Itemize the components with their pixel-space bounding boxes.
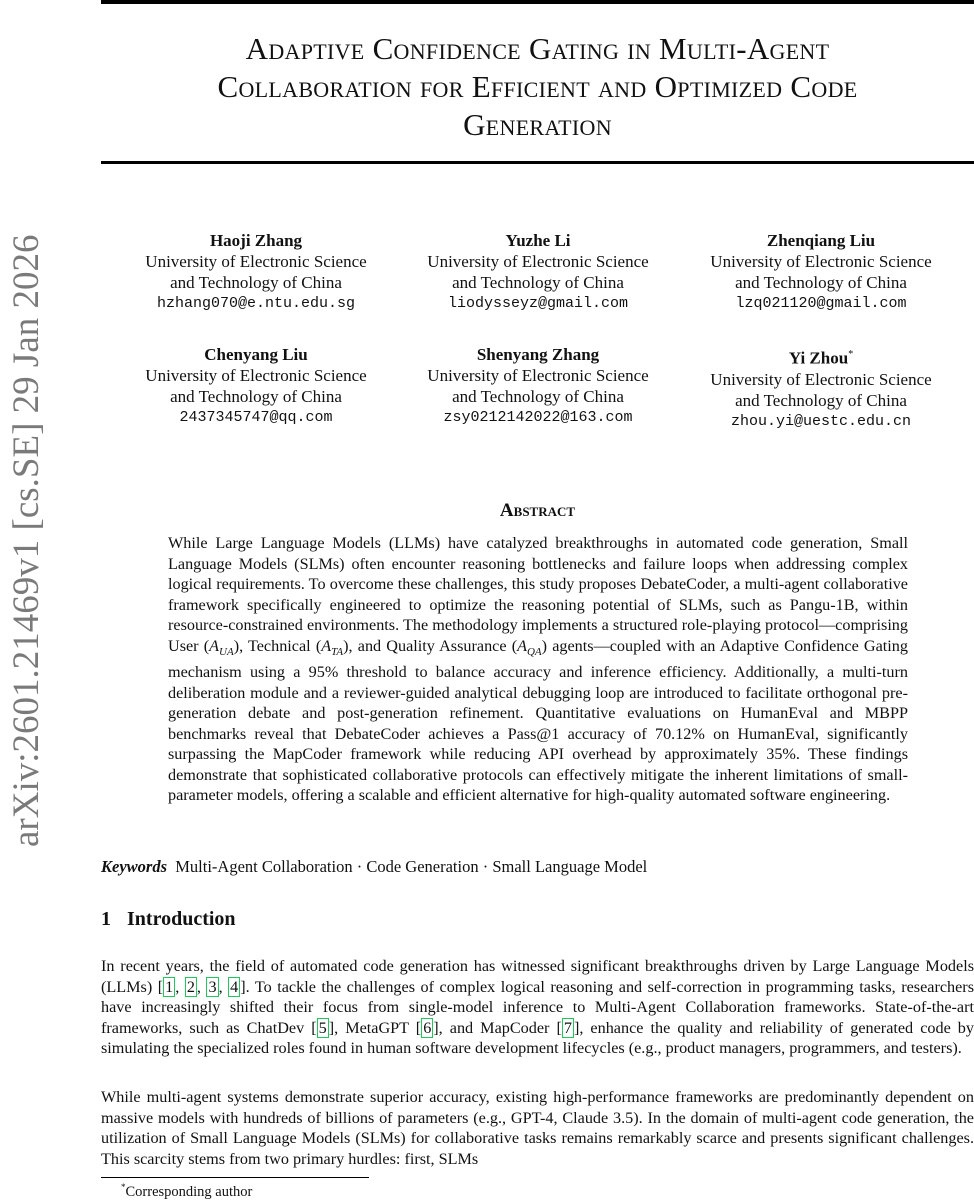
author-block (403, 230, 673, 314)
author-email[interactable]: zhou.yi@uestc.edu.cn (730, 412, 912, 430)
intro-paragraph-2: While multi-agent systems demonstrate superior accuracy, existing high-performance frameworks are predominantly dependent on massive models with hundreds of billions of parameters (e.g., GPT-4, Claude 3.5). In the domain of multi-agent code generation, the utilization of Small Language Models (SLMs) for collaborative tasks remains remarkably scarce and presents significant challenges. This scarcity stems from two primary hurdles: first, SLMs (101, 1088, 974, 1168)
section-title: Introduction (127, 908, 236, 930)
citation-link[interactable]: 6 (423, 1018, 432, 1037)
title-line-1: Adaptive Confidence Gating in Multi-Agent (245, 31, 830, 66)
author-name: Haoji Zhang (209, 231, 303, 250)
footnote-text: Corresponding author (125, 1183, 253, 1200)
title-top-rule (101, 0, 974, 4)
agent-subscript: UA (219, 645, 234, 658)
paper-title (101, 30, 974, 144)
footnote (121, 1182, 252, 1201)
corresponding-author-mark[interactable]: * (848, 349, 854, 360)
author-affiliation: University of Electronic Science (145, 366, 367, 385)
author-affiliation: University of Electronic Science (427, 252, 649, 271)
author-email[interactable]: 2437345747@qq.com (179, 409, 333, 426)
author-block (121, 344, 391, 428)
author-affiliation: and Technology of China (735, 273, 907, 292)
paragraph-text: In recent years, the field of automated code generation has witnessed significant breakthroughs driven by Large Language Models (LLMs) [ (101, 957, 974, 996)
author-name: Zhenqiang Liu (766, 231, 876, 250)
keywords-label: Keywords (101, 857, 167, 876)
abstract-text: While Large Language Models (LLMs) have catalyzed breakthroughs in automated code generation, Small Language Models (SLMs) often encounter reasoning bottlenecks and failure loops when addressing complex logical requirements. To overcome these challenges, this study proposes DebateCoder, a multi-agent collaborative framework specifically engineered to optimize the reasoning potential of SLMs, such as Pangu-1B, within resource-constrained environments. The methodology implements a structured role-playing protocol—comprising User ( (168, 534, 908, 655)
abstract-body: While Large Language Models (LLMs) have catalyzed breakthroughs in automated code generation, Small Language Models (SLMs) often encounter reasoning bottlenecks and failure loops when addressing complex logical requirements. To overcome these challenges, this study proposes DebateCoder, a multi-agent collaborative framework specifically engineered to optimize the reasoning potential of SLMs, such as Pangu-1B, within resource-constrained environments. The methodology implements a structured role-playing protocol—comprising User $(A_{UA})$, Technical $(A_{TA})$, and Quality Assurance $(A_{QA})$ agents—coupled with an Adaptive Confidence Gating mechanism using a 95% threshold to balance accuracy and inference efficiency. Additionally, a multi-turn deliberation module and a reviewer-guided analytical debugging loop are introduced to facilitate orthogonal pre-generation debate and post-generation refinement. Quantitative evaluations on HumanEval and MBPP benchmarks reveal that DebateCoder achieves a Pass@1 accuracy of 70.12% on HumanEval, significantly surpassing the MapCoder framework while reducing API overhead by approximately 35%. These findings demonstrate that sophisticated collaborative protocols can effectively mitigate the inherent limitations of small-parameter models, offering a scalable and efficient alternative for high-quality automated software engineering. (168, 534, 908, 805)
author-affiliation: and Technology of China (452, 273, 624, 292)
intro-paragraph-1: In recent years, the field of automated code generation has witnessed significant breakthroughs driven by Large Language Models (LLMs) [ 1 , 2 , 3 , 4 ]. To tackle the challenges of complex logical reasoning and self-correction in programming tasks, researchers have increasingly shifted their focus from single-model inference to Multi-Agent Collaboration frameworks. State-of-the-art frameworks, such as ChatDev [ 5 ], MetaGPT [ 6 ], and MapCoder [ 7 ], enhance the quality and reliability of generated code by simulating the specialized roles found in human software development lifecycles (e.g., product managers, programmers, and testers). (101, 957, 974, 1057)
abstract-text: ), Technical ( (233, 636, 322, 655)
keywords-line (101, 857, 647, 877)
footnote-rule (101, 1177, 369, 1178)
author-name: Yuzhe Li (505, 231, 571, 250)
author-name: Chenyang Liu (204, 345, 308, 364)
title-line-3: Generation (463, 107, 612, 142)
author-email[interactable]: zsy0212142022@163.com (443, 409, 633, 426)
abstract-text: ) agents—coupled with an Adaptive Confidence Gating mechanism using a 95% threshold to balance accuracy and inference efficiency. Additionally, a multi-turn deliberation module and a reviewer-guided analytical debugging loop are introduced to facilitate orthogonal pre-generation debate and post-generation refinement. Quantitative evaluations on HumanEval and MBPP benchmarks reveal that DebateCoder achieves a Pass@1 accuracy of 70.12% on HumanEval, significantly surpassing the MapCoder framework while reducing API overhead by approximately 35%. These findings demonstrate that sophisticated collaborative protocols can effectively mitigate the inherent limitations of small-parameter models, offering a scalable and efficient alternative for high-quality automated software engineering. (168, 636, 908, 805)
author-affiliation: and Technology of China (170, 273, 342, 292)
keywords-text: Multi-Agent Collaboration · Code Generation · Small Language Model (175, 857, 648, 876)
author-email[interactable]: liodysseyz@gmail.com (447, 295, 629, 312)
paragraph-text: ], enhance the quality and reliability of generated code by simulating the specialized roles found in human software development lifecycles (e.g., product managers, programmers, and testers). (101, 1018, 974, 1057)
abstract-heading: Abstract (499, 500, 576, 521)
footnote-mark: * (121, 1182, 126, 1192)
author-name-text: Yi Zhou (788, 348, 849, 368)
author-affiliation: and Technology of China (170, 387, 342, 406)
author-block (403, 344, 673, 428)
section-number: 1 (101, 908, 111, 930)
citation-link[interactable]: 4 (230, 977, 239, 996)
title-bottom-rule (101, 161, 974, 164)
author-block (686, 230, 956, 314)
title-line-2: Collaboration for Efficient and Optimized Code (217, 69, 858, 104)
author-affiliation: University of Electronic Science (427, 366, 649, 385)
citation-link[interactable]: 2 (186, 977, 195, 996)
arxiv-identifier-stamp: arXiv:2601.21469v1 [cs.SE] 29 Jan 2026 (6, 234, 47, 847)
author-affiliation: and Technology of China (452, 387, 624, 406)
citation-link[interactable]: 7 (563, 1018, 572, 1037)
author-affiliation: University of Electronic Science (710, 252, 932, 271)
agent-subscript: QA (526, 645, 542, 658)
author-affiliation: University of Electronic Science (710, 369, 932, 389)
author-email[interactable]: hzhang070@e.ntu.edu.sg (156, 295, 356, 312)
citation-link[interactable]: 1 (165, 977, 174, 996)
agent-subscript: TA (331, 645, 344, 658)
author-block (686, 344, 956, 432)
author-name: Shenyang Zhang (476, 345, 600, 364)
section-heading (101, 908, 236, 931)
author-name (686, 344, 956, 369)
author-affiliation: and Technology of China (735, 390, 907, 410)
citation-link[interactable]: 5 (318, 1018, 327, 1037)
paragraph-text: ], MetaGPT [ (328, 1018, 422, 1037)
paragraph-text: ]. To tackle the challenges of complex logical reasoning and self-correction in programming tasks, researchers have increasingly shifted their focus from single-model inference to Multi-Agent Collaboration frameworks. State-of-the-art frameworks, such as ChatDev [ (101, 977, 974, 1037)
author-affiliation: University of Electronic Science (145, 252, 367, 271)
author-email[interactable]: lzq021120@gmail.com (735, 295, 907, 312)
paragraph-text: ], and MapCoder [ (433, 1018, 562, 1037)
citation-link[interactable]: 3 (208, 977, 217, 996)
abstract-text: ), and Quality Assurance ( (343, 636, 518, 655)
author-block (121, 230, 391, 314)
